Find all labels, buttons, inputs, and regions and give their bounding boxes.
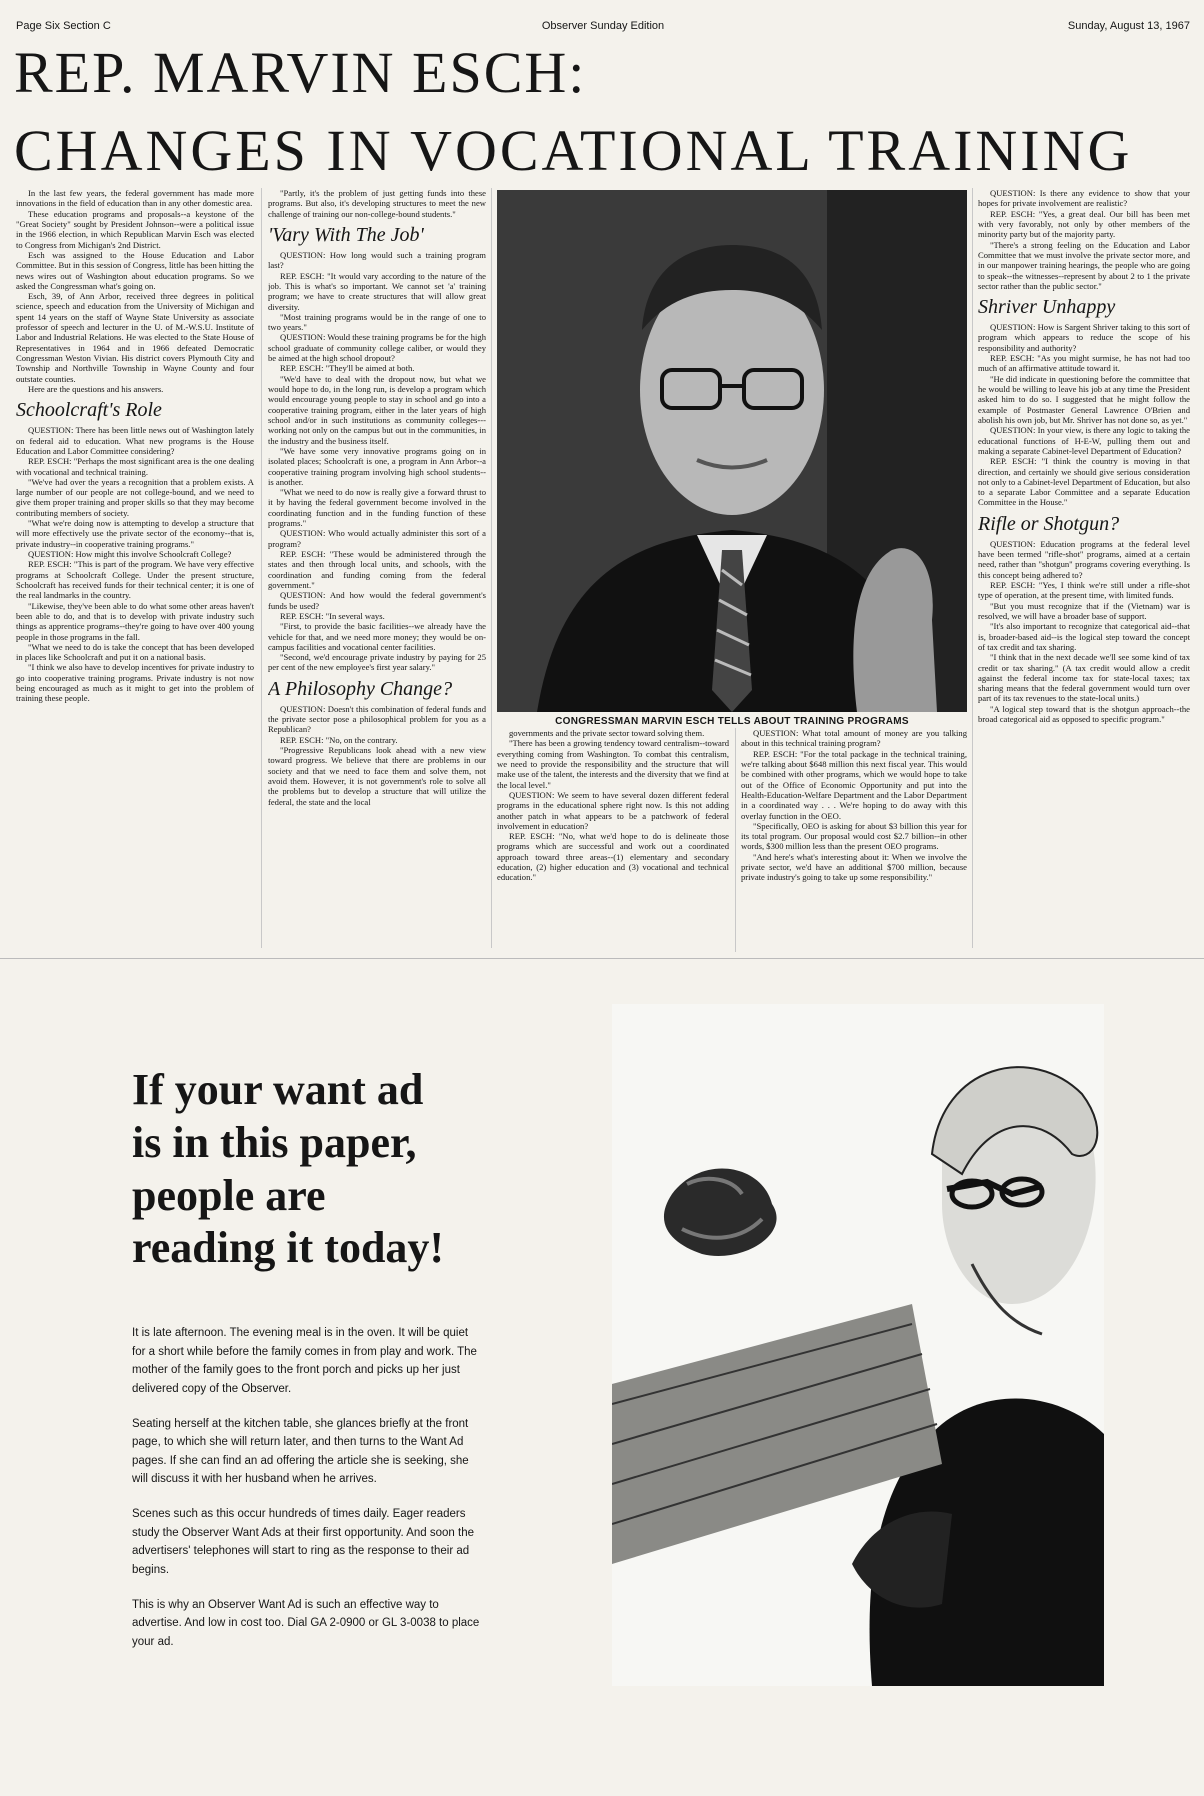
reader-photo <box>612 1004 1104 1686</box>
paragraph: QUESTION: Would these training programs be for the high school graduate of community college caliber, or would they be aimed at the high school dropout? <box>268 332 486 364</box>
paragraph: Scenes such as this occur hundreds of times daily. Eager readers study the Observer Want Ads at their first opportunity. And soon the advertisers' telephones will start to ring as the response to their ad begins. <box>132 1508 474 1576</box>
paragraph: QUESTION: What total amount of money are you talking about in this technical training program? <box>741 728 967 749</box>
paragraph: REP. ESCH: "As you might surmise, he has not had too much of an affirmative attitude toward it. <box>978 353 1190 374</box>
paragraph: "Partly, it's the problem of just getting funds into these programs. But also, it's developing structures to meet the new challenge of training our non-college-bound students." <box>268 188 486 219</box>
col2-body-1 <box>268 250 486 673</box>
paragraph: REP. ESCH: "Yes, a great deal. Our bill has been met with very favorably, not only by other members of the minority party but of the majority party. <box>978 208 1190 240</box>
paragraph: QUESTION: And how would the federal government's funds be used? <box>268 590 486 611</box>
paragraph: This is why an Observer Want Ad is such an effective way to advertise. And low in cost too. Dial GA 2-0900 or GL 3-0038 to place your ad. <box>132 1598 480 1648</box>
col5-lead <box>978 188 1190 291</box>
ad-headline-line: people are <box>132 1170 326 1220</box>
article-column-1 <box>16 188 254 952</box>
paragraph: QUESTION: How might this involve Schoolcraft College? <box>28 549 232 559</box>
folio-line <box>16 20 1190 36</box>
paragraph: QUESTION: There has been little news out of Washington lately on federal aid to education. What new programs is the House Education and Labor Committee considering? <box>16 425 254 456</box>
paragraph: "We've had over the years a recognition that a problem exists. A large number of our people are not college-bound, and we need to give them proper training and proper skills so that they may become contributing members of society. <box>16 476 254 518</box>
paragraph: Seating herself at the kitchen table, she glances briefly at the front page, to which she will return later, and then turns to the Want Ad pages. If she can find an ad offering the article she is seeking, she will discuss it with her husband when he arrives. <box>132 1417 469 1486</box>
paragraph: REP. ESCH: "This is part of the program. We have very effective programs at Schoolcraft College. Under the present structure, Schoolcraft has received funds for their technical center; it is one of the real landmarks in the country. <box>16 559 254 601</box>
page-section-label: Page Six Section C <box>16 20 111 32</box>
paragraph: QUESTION: Education programs at the federal level have been termed "rifle-shot" programs, aimed at a certain need, rather than "shotgun" programs covering everything. Is this concept being adhered to? <box>978 538 1190 580</box>
paragraph: "I think that in the next decade we'll see some kind of tax credit or tax sharing." (A tax credit would allow a credit against the federal income tax for state-local taxes; tax sharing means that the federal government would turn over part of its tax revenues to the state-local units.) <box>978 652 1190 704</box>
column-rule <box>972 188 973 948</box>
col5-body-1 <box>978 322 1190 508</box>
col2-lead <box>268 188 486 219</box>
edition-label: Observer Sunday Edition <box>541 20 665 32</box>
paragraph: "Progressive Republicans look ahead with a new view toward progress. We believe that there are problems in our society and that we need to face them and solve them, not avoid them. However, it is not government's role to solve all the problems but to develop a structure that will utilize the federal, the state and the local <box>268 745 486 807</box>
paragraph: QUESTION: In your view, is there any logic to taking the educational functions of H-E-W, pulling them out and making a separate Cabinet-level Department of Education? <box>978 425 1190 456</box>
paragraph: "Most training programs would be in the range of one to two years." <box>268 311 486 333</box>
paragraph: QUESTION: Who would actually administer this sort of a program? <box>268 528 486 549</box>
article-column-4 <box>741 728 967 952</box>
paragraph: "And here's what's interesting about it: When we involve the private sector, we'd have an additional $700 million, because private industry's going to take up some responsibility." <box>741 851 967 883</box>
paragraph: REP. ESCH: "In several ways. <box>280 610 385 621</box>
paragraph: "First, to provide the basic facilities--we already have the vehicle for that, and we need more money; they would be on-campus facilities and vocational center facilities. <box>268 621 486 652</box>
article-column-2 <box>268 188 486 952</box>
ad-headline-line: If your want ad <box>132 1065 424 1114</box>
paragraph: "Second, we'd encourage private industry by paying for 25 per cent of the new employee's first year salary." <box>268 652 486 673</box>
portrait-illustration <box>497 190 967 712</box>
paragraph: "Likewise, they've been able to do what some other areas haven't been able to do, and that is to develop with private industry such things as apprentice programs--they're going to have over 400 young people in those programs in the fall. <box>16 600 254 642</box>
col2-body-2 <box>268 704 486 807</box>
paragraph: In the last few years, the federal government has made more innovations in the field of education than in any other domestic area. <box>16 188 254 209</box>
subhead-vary-with-the-job: 'Vary With The Job' <box>268 223 424 246</box>
paragraph: Here are the questions and his answers. <box>28 383 164 394</box>
paragraph: "Specifically, OEO is asking for about $3 billion this year for its total program. Our proposal would cost $2.7 billion--in other words, $300 million less than the present OEO programs. <box>741 820 967 852</box>
paragraph: "There's a strong feeling on the Education and Labor Committee that we must involve the private sector more, and in our manpower training hearings, the people who are going to speak--the witnesses--represent by about 2 to 1 the private sector rather than the public sector." <box>978 239 1190 291</box>
paragraph: REP. ESCH: "I think the country is moving in that direction, and certainly we should give serious consideration not only to a Cabinet-level Department of Education, but also to a separate Labor Committee and a separate Education Committee in the House." <box>978 456 1190 508</box>
paragraph: REP. ESCH: "They'll be aimed at both. <box>280 363 415 374</box>
want-ad-body <box>132 1324 484 1667</box>
paragraph: QUESTION: Doesn't this combination of federal funds and the private sector pose a philosophical problem for you as a Republican? <box>268 703 486 735</box>
paragraph: QUESTION: We seem to have several dozen different federal programs in the educational sphere right now. Is this not adding another patch in what appears to be a patchwork of federal involvement in education? <box>497 789 729 831</box>
paragraph: REP. ESCH: "Yes, I think we're still under a rifle-shot type of operation, at the present time, with limited funds. <box>978 580 1190 601</box>
ad-headline-line: is in this paper, <box>132 1117 417 1167</box>
headline-line-1: REP. MARVIN ESCH: <box>14 40 587 105</box>
issue-date: Sunday, August 13, 1967 <box>1067 20 1190 32</box>
col5-body-2 <box>978 539 1190 725</box>
paragraph: REP. ESCH: "Perhaps the most significant area is the one dealing with vocational and technical training. <box>16 456 254 477</box>
paragraph: "What we need to do is take the concept that has been developed in places like Schoolcraft and put it on a national basis. <box>16 641 254 663</box>
photo-caption: CONGRESSMAN MARVIN ESCH TELLS ABOUT TRAINING PROGRAMS <box>555 716 909 727</box>
column-rule <box>491 188 492 948</box>
paragraph: These education programs and proposals--a keystone of the "Great Society" sought by President Johnson--were a political issue in the 1966 election, in which Republican Marvin Esch was elected to Congress from Michigan's 2nd District. <box>16 208 254 250</box>
congressman-photo <box>497 190 967 712</box>
ad-headline-line: reading it today! <box>132 1223 445 1273</box>
paragraph: REP. ESCH: "No, what we'd hope to do is delineate those programs which are successful and work out a coordinated approach toward three areas--(1) elementary and secondary education, (2) higher education and (3) vocational and technical education." <box>497 831 729 883</box>
paragraph: Esch was assigned to the House Education and Labor Committee. But in this session of Congress, little has been hitting the news wires out of Washington about education programs. So we asked the Congressman what's going on. <box>16 249 254 291</box>
paragraph: "We'd have to deal with the dropout now, but what we would hope to do, in the long run, is develop a program which would encourage young people to stay in school and go into a cooperative training program, either in the later years of high school and/or in such institutions as community colleges---working not only on the campus but out in the communities, in the industry and the business itself. <box>268 373 486 446</box>
article-column-3 <box>497 728 729 952</box>
subhead-schoolcrafts-role: Schoolcraft's Role <box>16 399 162 422</box>
subhead-rifle-or-shotgun: Rifle or Shotgun? <box>978 512 1120 535</box>
paragraph: QUESTION: Is there any evidence to show that your hopes for private involvement are realistic? <box>978 188 1190 209</box>
paragraph: "But you must recognize that if the (Vietnam) war is resolved, we will have a broader base of support. <box>978 600 1190 621</box>
paragraph: It is late afternoon. The evening meal is in the oven. It will be quiet for a short while before the family comes in from play and work. The mother of the family goes to the front porch and picks up her just delivered copy of the Observer. <box>132 1327 477 1395</box>
column-rule <box>735 728 736 952</box>
col1-intro <box>16 188 254 394</box>
paragraph: REP. ESCH: "For the total package in the technical training, we're talking about $648 million this next fiscal year. This would be combined with other programs, which we would hope to take out of the Office of Economic Opportunity and put into the Health-Education-Welfare Department and the Labor Department in a coordinated way . . . We're hoping to do away with this overlay function in the OEO. <box>741 748 967 821</box>
paragraph: governments and the private sector toward solving them. <box>509 728 705 738</box>
paragraph: REP. ESCH: "These would be administered through the states and then through local units, and schools, with the coordination and funding coming from the federal government." <box>268 549 486 590</box>
subhead-shriver-unhappy: Shriver Unhappy <box>978 296 1116 319</box>
paragraph: "He did indicate in questioning before the committee that he would be willing to leave his job at any time the President asked him to do so. I suggested that he might follow the example of Postmaster General Lawrence O'Brien and abolish his own job, but Mr. Shriver has not done so, as yet." <box>978 373 1190 425</box>
paragraph: "There has been a growing tendency toward centralism--toward everything coming from Washington. To combat this centralism, we need to provide the responsibility and the structure that will make use of the talent, the interests and the diversity that we find at the local level." <box>497 738 729 790</box>
paragraph: "I think we also have to develop incentives for private industry to go into cooperative training programs. Private industry is not now being encouraged as much as it might to get into the problem of training these people. <box>16 662 254 704</box>
paragraph: "What we're doing now is attempting to develop a structure that will more effectively use the private sector of the economy--that is, private industry--in cooperative training programs." <box>16 518 254 549</box>
paragraph: "We have some very innovative programs going on in isolated places; Schoolcraft is one, a program in Ann Arbor--a cooperative training program involving high school students--is another. <box>268 445 486 487</box>
paragraph: QUESTION: How long would such a training program last? <box>268 249 486 271</box>
section-divider <box>0 958 1204 959</box>
paragraph: REP. ESCH: "It would vary according to the nature of the job. This is what's so important. We cannot set 'a' training program; we have to create structures that will allow great diversity. <box>268 270 486 312</box>
article-column-5 <box>978 188 1190 952</box>
woman-reading-illustration <box>612 1004 1104 1686</box>
col1-body <box>16 425 254 703</box>
column-rule <box>261 188 262 948</box>
paragraph: Esch, 39, of Ann Arbor, received three degrees in political science, speech and education from the University of Michigan and spent 14 years on the staff of Wayne State University as associate professor of speech and lecturer in the U. of M.-W.S.U. Institute of Labor and Industrial Relations. He was elected to the State House of Representatives in 1964 and in 1966 defeated Democratic Congressman Weston Vivian. His district covers Plymouth City and Township and Northville Township in Wayne County and four outstate counties. <box>16 291 254 384</box>
want-ad-headline <box>132 1064 602 1275</box>
paragraph: "It's also important to recognize that categorical aid--that is, broader-based aid--is the logical step toward the concept of tax credit and tax sharing. <box>978 621 1190 652</box>
paragraph: "A logical step toward that is the shotgun approach--the broad categorical aid as opposed to specific program." <box>978 703 1190 725</box>
subhead-philosophy-change: A Philosophy Change? <box>268 677 453 700</box>
headline-line-2: CHANGES IN VOCATIONAL TRAINING <box>14 118 1133 183</box>
paragraph: QUESTION: How is Sargent Shriver taking to this sort of program which appears to reduce the scope of his responsibility and authority? <box>978 322 1190 353</box>
paragraph: REP. ESCH: "No, on the contrary. <box>280 734 398 745</box>
paragraph: "What we need to do now is really give a forward thrust to it by having the federal government become involved in the coordinating function and in the funding function of these programs." <box>268 487 486 529</box>
